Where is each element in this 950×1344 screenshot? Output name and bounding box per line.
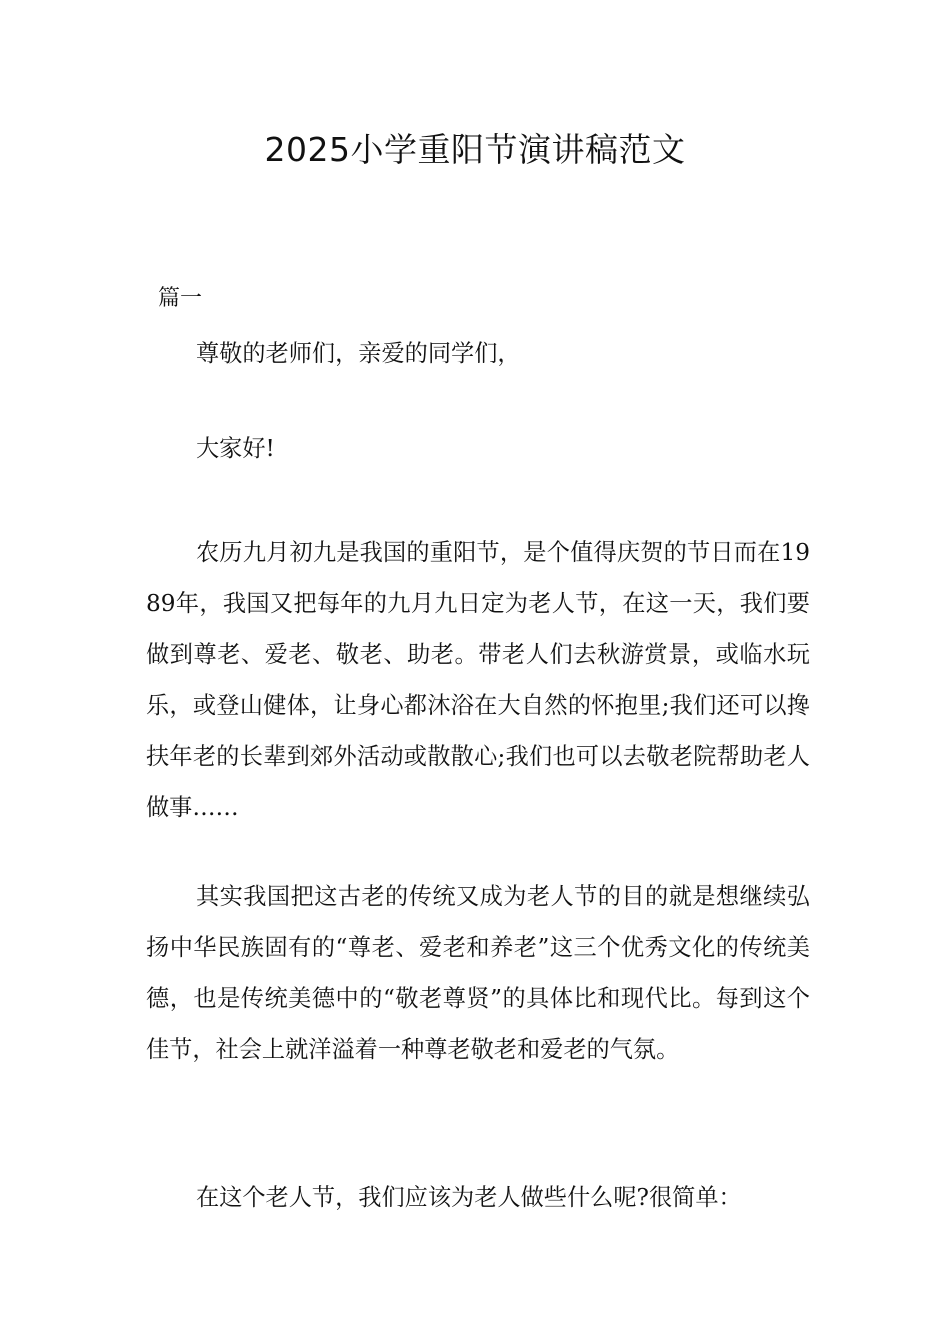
paragraph-greeting: 大家好! <box>196 435 275 462</box>
paragraph-body-3: 在这个老人节，我们应该为老人做些什么呢?很简单： <box>196 1184 742 1211</box>
paragraph-salutation: 尊敬的老师们，亲爱的同学们， <box>196 340 521 367</box>
paragraph-body-2: 其实我国把这古老的传统又成为老人节的目的就是想继续弘扬中华民族固有的“尊老、爱老和养老”这三个优秀文化的传统美德，也是传统美德中的“敬老尊贤”的具体比和现代比。每到这个佳节，社会上就洋溢着一种尊老敬老和爱老的气氛。 <box>146 883 810 1063</box>
paragraph-body-1: 农历九月初九是我国的重阳节，是个值得庆贺的节日而在1989年，我国又把每年的九月九日定为老人节，在这一天，我们要做到尊老、爱老、敬老、助老。带老人们去秋游赏景，或临水玩乐，或登山健体，让身心都沐浴在大自然的怀抱里;我们还可以搀扶年老的长辈到郊外活动或散散心;我们也可以去敬老院帮助老人做事…… <box>146 539 810 821</box>
document-title: 2025小学重阳节演讲稿范文 <box>264 130 686 169</box>
section-label: 篇一 <box>158 286 203 311</box>
